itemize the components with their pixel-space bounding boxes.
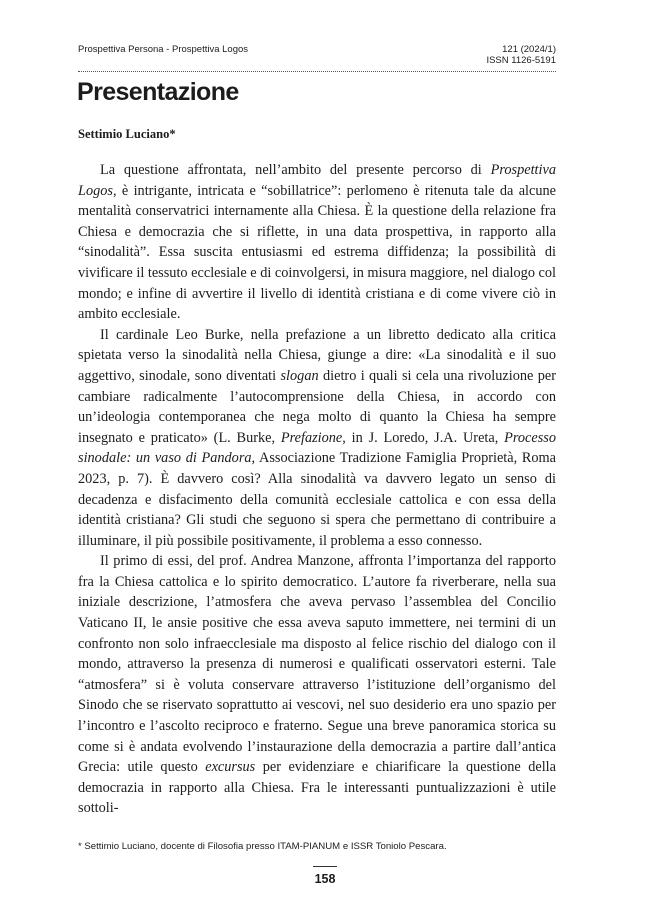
footnote: * Settimio Luciano, docente di Filosofia presso ITAM-PIANUM e ISSR Toniolo Pescara.	[78, 841, 447, 852]
italic-text: Prospettiva Logos	[78, 162, 556, 199]
page-number	[0, 866, 650, 888]
italic-text: Prefazione	[280, 429, 343, 446]
paragraph-2: Il cardinale Leo Burke, nella prefazione a un libretto dedicato alla critica spietata verso la sinodalità nella Chiesa, giunge a dire: «La sinodalità e il suo aggettivo, sinodale, sono diventati slogan dietro i quali si cela una rivoluzione per cambiare radicalmente l’autocomprensione della Chiesa, in accordo con un’ideologia contemporanea che nega molto di quanto la Chiesa ha sempre insegnato e praticato» (L. Burke, Prefazione, in J. Loredo, J.A. Ureta, Processo sinodale: un vaso di Pandora, Associazione Tradizione Famiglia Proprietà, Roma 2023, p. 7). È davvero così? Alla sinodalità va davvero legato un senso di decadenza e disfacimento della comunità ecclesiale cattolica e con essa della identità cristiana? Gli studi che seguono si spera che permettano di contribuire a illuminare, il più possibile positivamente, il problema a esso connesso.	[78, 326, 557, 549]
italic-text: excursus	[205, 759, 256, 776]
issue-info	[486, 44, 556, 66]
italic-text: slogan	[280, 367, 319, 384]
article-body	[78, 160, 556, 819]
running-head	[78, 41, 556, 72]
journal-name: Prospettiva Persona - Prospettiva Logos	[78, 44, 249, 55]
page-number-text: 158	[314, 872, 336, 886]
article-author: Settimio Luciano*	[78, 127, 176, 141]
issue-number: 121 (2024/1)	[502, 44, 556, 55]
article-title: Presentazione	[77, 78, 239, 106]
page-number-rule	[313, 866, 337, 867]
paragraph-3: Il primo di essi, del prof. Andrea Manzone, affronta l’importanza del rapporto fra la Chiesa cattolica e lo spirito democratico. L’autore fa riverberare, nella sua iniziale descrizione, l’atmosfera che aveva pervaso l’assemblea del Concilio Vaticano II, le ansie positive che essa aveva saputo immettere, nei termini di un confronto non solo infraecclesiale ma disposto al felice rischio del dialogo con il mondo, attraverso la presenza di numerosi e qualificati osservatori esterni. Tale “atmosfera” si è voluta conservare attraverso l’istituzione dell’organismo del Sinodo che se riservato soprattutto ai vescovi, nel suo desiderio era uno spazio per l’incontro e l’ascolto reciproco e fraterno. Segue una breve panoramica storica su come si è andata evolvendo l’instaurazione della democrazia a partire dall’antica Grecia: utile questo excursus per evidenziare e chiarificare la questione della democrazia in rapporto alla Chiesa. Fra le interessanti puntualizzazioni è utile sottoli-	[78, 553, 556, 817]
issn: ISSN 1126-5191	[486, 55, 556, 66]
paragraph-1: La questione affrontata, nell’ambito del presente percorso di Prospettiva Logos, è intrigante, intricata e “sobillatrice”: perlomeno è ritenuta tale da alcune mentalità conservatrici internamente alla Chiesa. È la questione della relazione fra Chiesa e democrazia che si riflette, in una data prospettiva, in rapporto alla “sinodalità”. Essa suscita entusiasmi ed estrema diffidenza; la possibilità di vivificare il tessuto ecclesiale e di coinvolgersi, in misura maggiore, nel dialogo col mondo; e infine di avvertire il livello di identità cristiana e di come vivere ciò in ambito ecclesiale.	[78, 162, 557, 323]
italic-text: Processo sinodale: un vaso di Pandora	[78, 429, 556, 467]
